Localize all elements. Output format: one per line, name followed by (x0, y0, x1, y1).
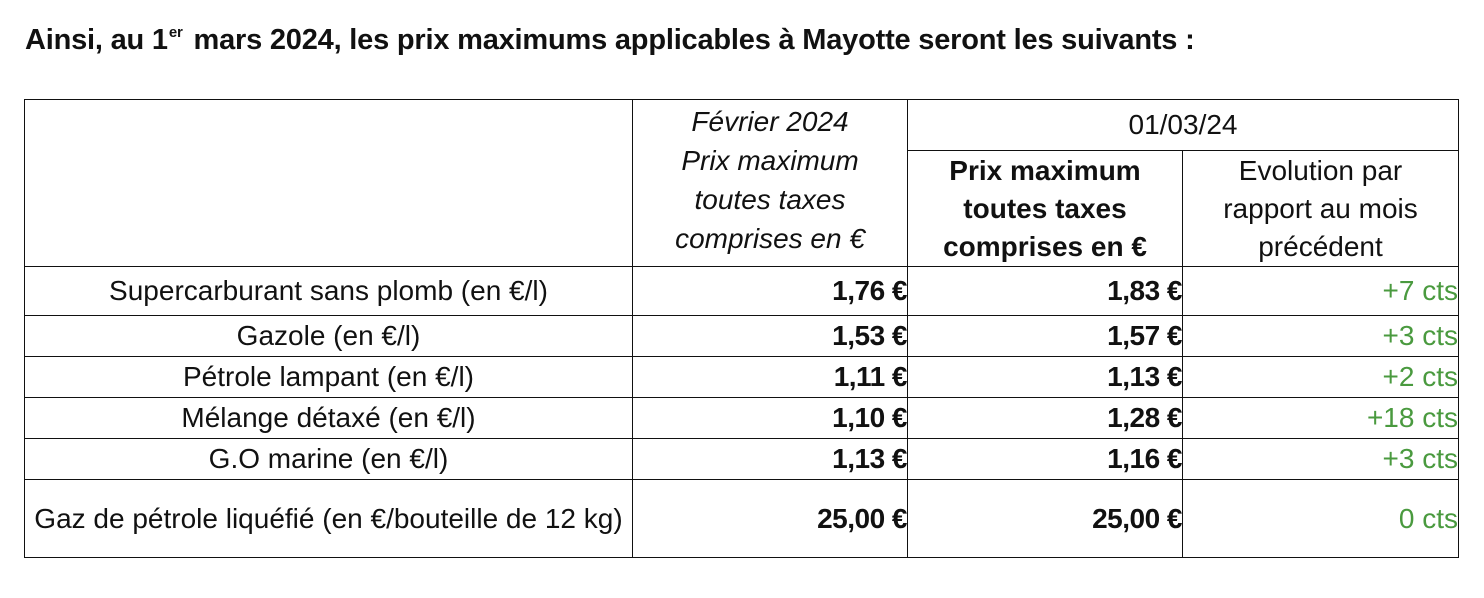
header-evolution-line: rapport au mois (1223, 192, 1418, 224)
march-price: 1,13 € (908, 357, 1183, 398)
header-new-price-line: comprises en € (943, 230, 1147, 262)
header-evolution (1183, 151, 1459, 267)
header-new-price (908, 151, 1183, 267)
table-row (25, 316, 1459, 357)
table-row (25, 267, 1459, 316)
february-price: 1,10 € (633, 398, 908, 439)
price-evolution: 0 cts (1183, 480, 1459, 558)
product-name: Supercarburant sans plomb (en €/l) (25, 267, 633, 316)
price-table (24, 99, 1459, 558)
header-february-line: Février 2024 (691, 106, 849, 137)
price-evolution: +7 cts (1183, 267, 1459, 316)
march-price: 1,16 € (908, 439, 1183, 480)
heading-ordinal-suffix: er (168, 24, 183, 41)
table-row (25, 357, 1459, 398)
february-price: 1,13 € (633, 439, 908, 480)
table-row (25, 439, 1459, 480)
header-evolution-line: Evolution par (1238, 154, 1403, 186)
march-price: 1,57 € (908, 316, 1183, 357)
header-february-line: Prix maximum (681, 145, 859, 176)
table-row (25, 398, 1459, 439)
header-date: 01/03/24 (908, 100, 1459, 151)
header-february-line: toutes taxes (694, 184, 846, 215)
february-price: 1,76 € (633, 267, 908, 316)
header-new-price-line: Prix maximum (949, 154, 1141, 186)
march-price: 1,83 € (908, 267, 1183, 316)
header-february-price (633, 100, 908, 267)
header-corner-cell (25, 100, 633, 267)
march-price: 25,00 € (908, 480, 1183, 558)
product-name: Gaz de pétrole liquéfié (en €/bouteille de 12 kg) (25, 480, 633, 558)
february-price: 1,53 € (633, 316, 908, 357)
price-evolution: +2 cts (1183, 357, 1459, 398)
february-price: 1,11 € (633, 357, 908, 398)
table-row (25, 480, 1459, 558)
february-price: 25,00 € (633, 480, 908, 558)
price-evolution: +3 cts (1183, 316, 1459, 357)
price-evolution: +3 cts (1183, 439, 1459, 480)
product-name: G.O marine (en €/l) (25, 439, 633, 480)
heading-end: mars 2024, les prix maximums applicables à Mayotte seront les suivants : (185, 24, 1195, 56)
header-february-line: comprises en € (675, 223, 865, 254)
product-name: Gazole (en €/l) (25, 316, 633, 357)
product-name: Pétrole lampant (en €/l) (25, 357, 633, 398)
header-evolution-line: précédent (1258, 230, 1383, 262)
product-name: Mélange détaxé (en €/l) (25, 398, 633, 439)
march-price: 1,28 € (908, 398, 1183, 439)
page-heading (25, 24, 1195, 57)
header-row-1 (25, 100, 1459, 151)
header-new-price-line: toutes taxes (963, 192, 1127, 224)
price-evolution: +18 cts (1183, 398, 1459, 439)
heading-start: Ainsi, au 1 (25, 24, 168, 56)
